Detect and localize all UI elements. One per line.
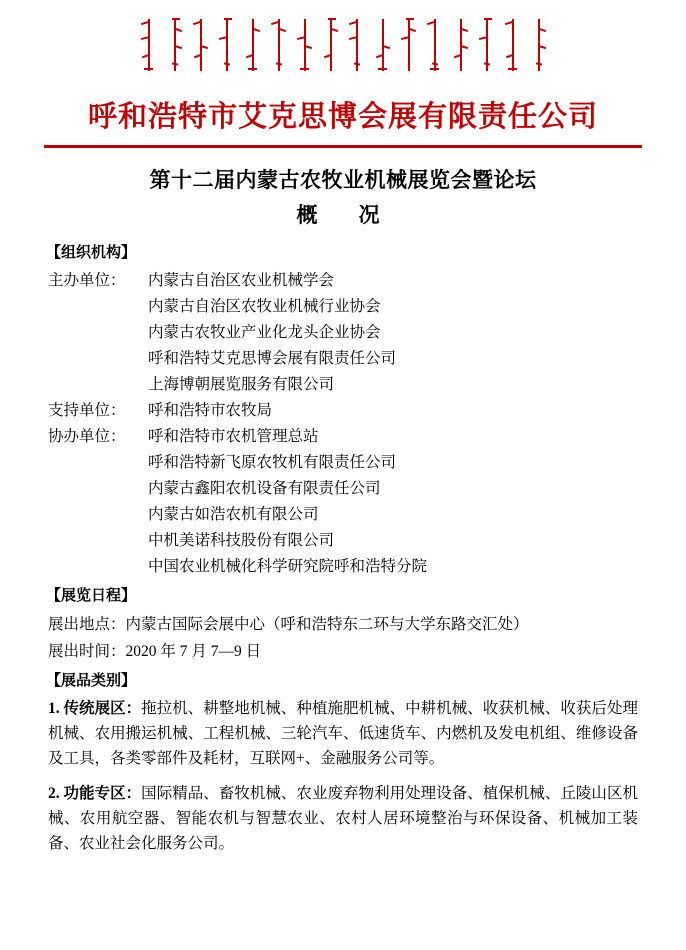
venue-line: 展出地点：内蒙古国际会展中心（呼和浩特东二环与大学东路交汇处）: [48, 616, 529, 633]
mongolian-glyph: [400, 16, 417, 74]
list-item: 上海博朝展览服务有限公司: [148, 376, 335, 393]
section-heading-schedule: 【展览日程】: [46, 588, 137, 604]
org-row-values: [148, 398, 427, 424]
org-row-label: 协办单位：: [48, 428, 126, 445]
page-title: 第十二届内蒙古农牧业机械展览会暨论坛: [149, 168, 537, 192]
table-row: [48, 398, 427, 424]
table-row: [48, 424, 427, 580]
mongolian-glyph: [478, 16, 495, 74]
header-divider: [44, 145, 642, 148]
mongolian-glyph: [166, 16, 183, 74]
list-item: 内蒙古自治区农业机械学会: [148, 272, 335, 289]
mongolian-glyph: [530, 16, 547, 74]
list-item: 呼和浩特新飞原农牧机有限责任公司: [148, 454, 397, 471]
list-item: 内蒙古自治区农牧业机械行业协会: [148, 298, 381, 315]
section-heading-organization: 【组织机构】: [46, 245, 137, 261]
mongolian-glyph: [218, 16, 235, 74]
mongolian-glyph: [270, 16, 287, 74]
page-subtitle: 概 况: [296, 203, 390, 227]
mongolian-glyph: [140, 16, 157, 74]
mongolian-glyph: [504, 16, 521, 74]
time-line: 展出时间：2020 年 7 月 7—9 日: [48, 643, 262, 660]
list-item: 中机美诺科技股份有限公司: [148, 532, 335, 549]
mongolian-glyph: [426, 16, 443, 74]
mongolian-glyph: [296, 16, 313, 74]
category-label: 2. 功能专区：: [48, 785, 142, 802]
mongolian-glyph: [192, 16, 209, 74]
mongolian-glyph: [322, 16, 339, 74]
list-item: 呼和浩特市农牧局: [148, 402, 273, 419]
mongolian-glyph: [348, 16, 365, 74]
category-label: 1. 传统展区：: [48, 700, 142, 717]
company-name: 呼和浩特市艾克思博会展有限责任公司: [87, 101, 598, 133]
table-row: [48, 268, 427, 398]
list-item: 呼和浩特市农机管理总站: [148, 428, 319, 445]
category-block: [48, 781, 638, 856]
category-block: [48, 696, 638, 771]
mongolian-glyph: [374, 16, 391, 74]
list-item: 内蒙古如浩农机有限公司: [148, 506, 319, 523]
organization-table: [48, 268, 427, 580]
list-item: 内蒙古农牧业产业化龙头企业协会: [148, 324, 381, 341]
org-row-label: 支持单位：: [48, 402, 126, 419]
section-heading-categories: 【展品类别】: [46, 673, 137, 689]
list-item: 呼和浩特艾克思博会展有限责任公司: [148, 350, 397, 367]
category-text: 国际精品、畜牧机械、农业废弃物利用处理设备、植保机械、丘陵山区机械、农用航空器、智能农机与智慧农业、农村人居环境整治与环保设备、机械加工装备、农业社会化服务公司。: [48, 785, 638, 852]
list-item: 内蒙古鑫阳农机设备有限责任公司: [148, 480, 381, 497]
mongolian-script-header: [44, 0, 642, 82]
org-row-label: 主办单位：: [48, 272, 126, 289]
org-row-values: [148, 424, 427, 580]
list-item: 中国农业机械化科学研究院呼和浩特分院: [148, 558, 428, 575]
category-text: 拖拉机、耕整地机械、种植施肥机械、中耕机械、收获机械、收获后处理机械、农用搬运机械、工程机械、三轮汽车、低速货车、内燃机及发电机组、维修设备及工具，各类零部件及耗材，互联网+、金融服务公司等。: [48, 700, 638, 767]
mongolian-glyph: [452, 16, 469, 74]
org-row-values: [148, 268, 427, 398]
mongolian-glyph: [244, 16, 261, 74]
